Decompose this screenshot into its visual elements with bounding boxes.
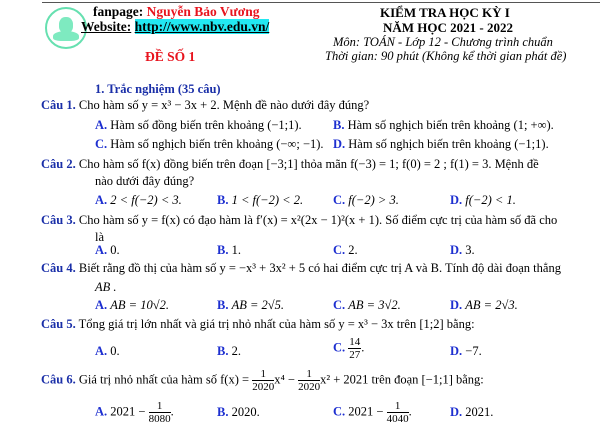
q4-option-d[interactable]: D. AB = 2√3. xyxy=(450,298,518,312)
question-3-cont: là xyxy=(95,230,105,244)
question-3: Câu 3. Cho hàm số y = f(x) có đạo hàm là f′(x) = x²(2x − 1)²(x + 1). Số điểm cực trị của hàm số đã cho xyxy=(41,213,558,227)
school-year: NĂM HỌC 2021 - 2022 xyxy=(383,20,513,35)
q2-option-b[interactable]: B. 1 < f(−2) < 2. xyxy=(217,193,304,207)
q1-option-c[interactable]: C. Hàm số nghịch biến trên khoảng (−∞; −1). xyxy=(95,137,324,151)
q4-option-b[interactable]: B. AB = 2√5. xyxy=(217,298,285,312)
q1-option-d[interactable]: D. Hàm số nghịch biến trên khoảng (−1;1). xyxy=(333,137,549,151)
question-4-cont: AB . xyxy=(95,280,117,294)
q6-option-b[interactable]: B. 2020. xyxy=(217,405,260,419)
header-rule xyxy=(42,2,600,3)
q5-option-d[interactable]: D. −7. xyxy=(450,344,482,358)
q6-option-a[interactable]: A. 2021 − $\frac{1}{8080}$ . xyxy=(95,400,174,425)
exam-title: KIỂM TRA HỌC KỲ I xyxy=(380,5,510,20)
q5-option-a[interactable]: A. 0. xyxy=(95,344,120,358)
fanpage-name: Nguyễn Bảo Vương xyxy=(146,4,260,19)
q3-option-a[interactable]: A. 0. xyxy=(95,243,120,257)
q6-option-d[interactable]: D. 2021. xyxy=(450,405,494,419)
q2-option-d[interactable]: D. f(−2) < 1. xyxy=(450,193,516,207)
question-5: Câu 5. Tổng giá trị lớn nhất và giá trị nhỏ nhất của hàm số y = x³ − 3x trên [1;2] bằng: xyxy=(41,317,475,331)
question-6: Câu 6. Giá trị nhỏ nhất của hàm số f(x) = $\frac{1}{2020}$ x⁴ − $\frac{1}{2020}$ x² + 2021 trên đoạn [−1;1] bằng: xyxy=(41,368,484,393)
q2-option-c[interactable]: C. f(−2) > 3. xyxy=(333,193,399,207)
q6-option-c[interactable]: C. 2021 − $\frac{1}{4040}$ . xyxy=(333,400,412,425)
q4-option-a[interactable]: A. AB = 10√2. xyxy=(95,298,169,312)
q1-option-b[interactable]: B. Hàm số nghịch biến trên khoảng (1; +∞). xyxy=(333,118,554,132)
q3-option-c[interactable]: C. 2. xyxy=(333,243,358,257)
q3-option-b[interactable]: B. 1. xyxy=(217,243,241,257)
q4-option-c[interactable]: C. AB = 3√2. xyxy=(333,298,401,312)
q3-option-d[interactable]: D. 3. xyxy=(450,243,475,257)
question-1: Câu 1. Cho hàm số y = x³ − 3x + 2. Mệnh đề nào dưới đây đúng? xyxy=(41,98,370,112)
question-2-cont: nào dưới đây đúng? xyxy=(95,174,195,188)
q2-option-a[interactable]: A. 2 < f(−2) < 3. xyxy=(95,193,182,207)
fanpage-line: fanpage: Nguyễn Bảo Vương xyxy=(93,4,260,19)
website-line: Website: http://www.nbv.edu.vn/ xyxy=(81,19,270,34)
exam-code: ĐỀ SỐ 1 xyxy=(145,49,196,64)
website-link[interactable]: http://www.nbv.edu.vn/ xyxy=(134,19,270,34)
subject-line: Môn: TOÁN - Lớp 12 - Chương trình chuẩn xyxy=(333,35,553,49)
question-4: Câu 4. Biết rằng đồ thị của hàm số y = −x³ + 3x² + 5 có hai điểm cực trị A và B. Tính độ dài đoạn thẳng xyxy=(41,261,561,275)
question-2: Câu 2. Cho hàm số f(x) đồng biến trên đoạn [−3;1] thỏa mãn f(−3) = 1; f(0) = 2 ; f(1) = 3. Mệnh đề xyxy=(41,157,539,171)
q1-option-a[interactable]: A. Hàm số đồng biến trên khoảng (−1;1). xyxy=(95,118,302,132)
section-title: 1. Trắc nghiệm (35 câu) xyxy=(95,82,221,96)
q5-option-c[interactable]: C. $\frac{14}{27}$ . xyxy=(333,336,365,361)
q5-option-b[interactable]: B. 2. xyxy=(217,344,241,358)
time-line: Thời gian: 90 phút (Không kể thời gian phát đề) xyxy=(325,49,567,63)
